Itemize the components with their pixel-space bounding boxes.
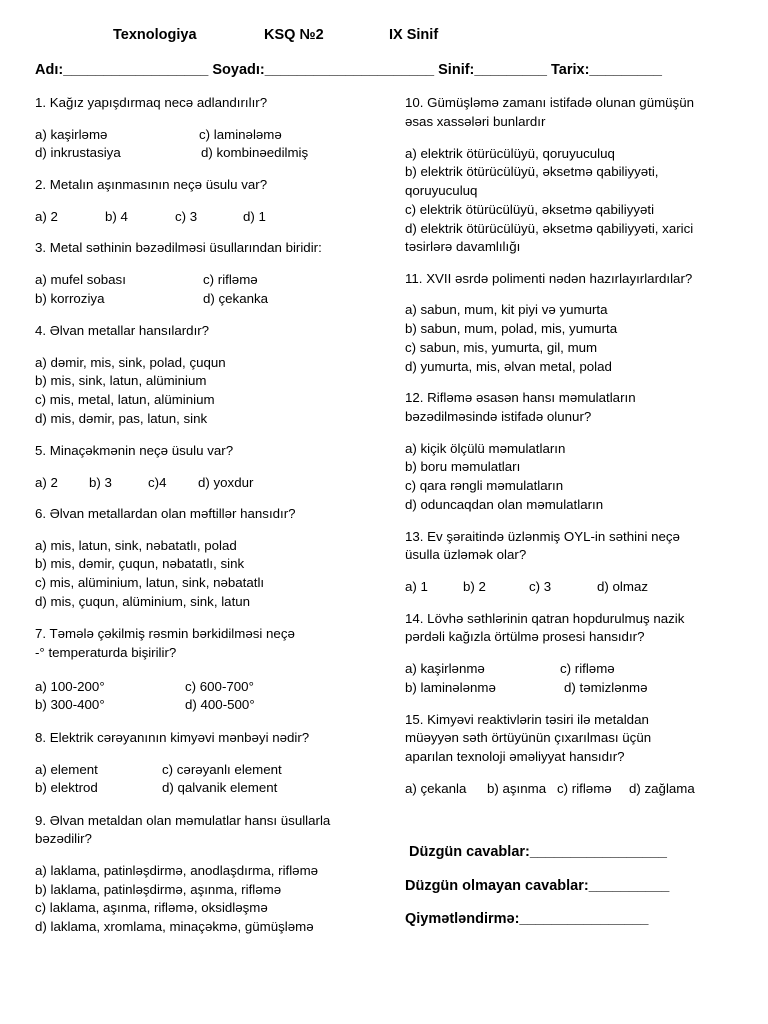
q1-option-a[interactable]: a) kaşirləmə [35,127,108,142]
grading-label: Qiymətləndirmə: [405,911,520,927]
q11-option-c[interactable]: c) sabun, mis, yumurta, gil, mum [405,340,598,355]
q12-option-d[interactable]: d) oduncaqdan olan məmulatların [405,497,604,512]
correct-answers-label: Düzgün cavablar: [409,844,530,860]
q10-option-b-line2[interactable]: qoruyuculuq [405,183,478,198]
surname-label: Soyadı: [212,62,265,78]
q3-option-d[interactable]: d) çekanka [203,291,269,306]
q6-option-c[interactable]: c) mis, alüminium, latun, sink, nəbatatlı [35,575,265,590]
q12-option-c[interactable]: c) qara rəngli məmulatların [405,478,564,493]
question-13-text-line1: 13. Ev şəraitində üzlənmiş OYL-in səthini neçə [405,529,680,544]
question-7-text-line2: -° temperaturda bişirilir? [35,645,177,660]
q12-option-b[interactable]: b) boru məmulatları [405,459,521,474]
question-15-text-line1: 15. Kimyəvi reaktivlərin təsiri ilə metaldan [405,712,649,727]
q8-option-d[interactable]: d) qalvanik element [162,780,278,795]
q9-option-c[interactable]: c) laklama, aşınma, rifləmə, oksidləşmə [35,900,268,915]
q7-option-a[interactable]: a) 100-200° [35,679,105,694]
q14-option-a[interactable]: a) kaşirlənmə [405,661,485,676]
q2-option-d[interactable]: d) 1 [243,209,266,224]
q11-option-d[interactable]: d) yumurta, mis, əlvan metal, polad [405,359,612,374]
q2-option-a[interactable]: a) 2 [35,209,58,224]
question-4-text: 4. Əlvan metallar hansılardır? [35,323,210,338]
name-field[interactable]: __________________ [63,62,209,78]
question-2-text: 2. Metalın aşınmasının neçə üsulu var? [35,177,268,192]
q10-option-a[interactable]: a) elektrik ötürücülüyü, qoruyuculuq [405,146,615,161]
question-12-text-line1: 12. Rifləmə əsasən hansı məmulatların [405,390,636,405]
name-label: Adı: [35,62,64,78]
q5-option-c[interactable]: c)4 [148,475,167,490]
q6-option-a[interactable]: a) mis, latun, sink, nəbatatlı, polad [35,538,237,553]
q4-option-d[interactable]: d) mis, dəmir, pas, latun, sink [35,411,208,426]
question-8-text: 8. Elektrik cərəyanının kimyəvi mənbəyi nədir? [35,730,310,745]
question-15-text-line3: aparılan texnoloji əməliyyat hansıdır? [405,749,625,764]
q10-option-d-line1[interactable]: d) elektrik ötürücülüyü, əksetmə qabiliyyəti, xarici [405,221,694,236]
question-5-text: 5. Minaçəkmənin neçə üsulu var? [35,443,234,458]
surname-field[interactable]: _____________________ [264,62,435,78]
question-7-text-line1: 7. Təmələ çəkilmiş rəsmin bərkidilməsi neçə [35,626,295,641]
q7-option-c[interactable]: c) 600-700° [185,679,254,694]
question-9-text-line1: 9. Əlvan metaldan olan məmulatlar hansı üsullarla [35,813,331,828]
q13-option-d[interactable]: d) olmaz [597,579,648,594]
q1-option-d2[interactable]: d) kombinəedilmiş [201,145,309,160]
question-14-text-line1: 14. Lövhə səthlərinin qatran hopdurulmuş nazik [405,611,685,626]
q2-option-c[interactable]: c) 3 [175,209,198,224]
test-number: KSQ №2 [264,27,324,43]
question-10-text-line2: əsas xassələri bunlardır [405,114,546,129]
q13-option-b[interactable]: b) 2 [463,579,486,594]
q7-option-b[interactable]: b) 300-400° [35,697,105,712]
q10-option-b-line1[interactable]: b) elektrik ötürücülüyü, əksetmə qabiliyyəti, [405,164,659,179]
q10-option-c[interactable]: c) elektrik ötürücülüyü, əksetmə qabiliyyəti [405,202,655,217]
question-14-text-line2: pərdəli kağızla örtülmə prosesi hansıdır? [405,629,645,644]
question-15-text-line2: müəyyən səth örtüyünün çıxarılması üçün [405,730,652,745]
grade-title: IX Sinif [389,27,439,43]
q5-option-b[interactable]: b) 3 [89,475,112,490]
q9-option-d[interactable]: d) laklama, xromlama, minaçəkmə, gümüşləmə [35,919,314,934]
q1-option-c[interactable]: c) laminələmə [199,127,282,142]
q5-option-a[interactable]: a) 2 [35,475,58,490]
q15-option-a[interactable]: a) çekanla [405,781,467,796]
q11-option-a[interactable]: a) sabun, mum, kit piyi və yumurta [405,302,608,317]
question-9-text-line2: bəzədilir? [35,831,92,846]
question-12-text-line2: bəzədilməsində istifadə olunur? [405,409,592,424]
q13-option-c[interactable]: c) 3 [529,579,552,594]
q15-option-d[interactable]: d) zağlama [629,781,695,796]
student-info-line [35,62,662,78]
q1-option-d1[interactable]: d) inkrustasiya [35,145,121,160]
q11-option-b[interactable]: b) sabun, mum, polad, mis, yumurta [405,321,618,336]
q3-option-c[interactable]: c) rifləmə [203,272,258,287]
q13-option-a[interactable]: a) 1 [405,579,428,594]
q8-option-c[interactable]: c) cərəyanlı element [162,762,282,777]
q12-option-a[interactable]: a) kiçik ölçülü məmulatların [405,441,566,456]
question-13-text-line2: üsulla üzləmək olar? [405,547,527,562]
q6-option-d[interactable]: d) mis, çuqun, alüminium, sink, latun [35,594,251,609]
q10-option-d-line2[interactable]: təsirlərə davamlılığı [405,239,521,254]
q4-option-c[interactable]: c) mis, metal, latun, alüminium [35,392,215,407]
q5-option-d[interactable]: d) yoxdur [198,475,254,490]
date-field[interactable]: _________ [589,62,662,78]
q8-option-a[interactable]: a) element [35,762,98,777]
q3-option-a[interactable]: a) mufel sobası [35,272,126,287]
subject-title: Texnologiya [113,27,197,43]
q9-option-b[interactable]: b) laklama, patinləşdirmə, aşınma, rifləmə [35,882,282,897]
question-10-text-line1: 10. Gümüşləmə zamanı istifadə olunan gümüşün [405,95,694,110]
incorrect-answers-row [405,878,669,894]
q4-option-b[interactable]: b) mis, sink, latun, alüminium [35,373,207,388]
correct-answers-field[interactable]: _________________ [529,844,667,860]
question-3-text: 3. Metal səthinin bəzədilməsi üsullarından biridir: [35,240,322,255]
question-6-text: 6. Əlvan metallardan olan məftillər hansıdır? [35,506,296,521]
q14-option-b[interactable]: b) laminələnmə [405,680,496,695]
q9-option-a[interactable]: a) laklama, patinləşdirmə, anodlaşdırma, rifləmə [35,863,319,878]
q15-option-c[interactable]: c) rifləmə [557,781,612,796]
q4-option-a[interactable]: a) dəmir, mis, sink, polad, çuqun [35,355,226,370]
grading-row [405,911,648,927]
grading-field[interactable]: ________________ [519,911,649,927]
class-label: Sinif: [438,62,475,78]
incorrect-answers-field[interactable]: __________ [588,878,670,894]
q2-option-b[interactable]: b) 4 [105,209,128,224]
class-field[interactable]: _________ [474,62,547,78]
question-11-text: 11. XVII əsrdə polimenti nədən hazırlayırlardılar? [405,271,693,286]
q8-option-b[interactable]: b) elektrod [35,780,98,795]
date-label: Tarix: [551,62,590,78]
q15-option-b[interactable]: b) aşınma [487,781,547,796]
correct-answers-row [409,844,667,860]
q7-option-d[interactable]: d) 400-500° [185,697,255,712]
q3-option-b[interactable]: b) korroziya [35,291,105,306]
incorrect-answers-label: Düzgün olmayan cavablar: [405,878,589,894]
q14-option-d[interactable]: d) təmizlənmə [564,680,648,695]
question-1-text: 1. Kağız yapışdırmaq necə adlandırılır? [35,95,268,110]
q14-option-c[interactable]: c) rifləmə [560,661,615,676]
q6-option-b[interactable]: b) mis, dəmir, çuqun, nəbatatlı, sink [35,556,245,571]
